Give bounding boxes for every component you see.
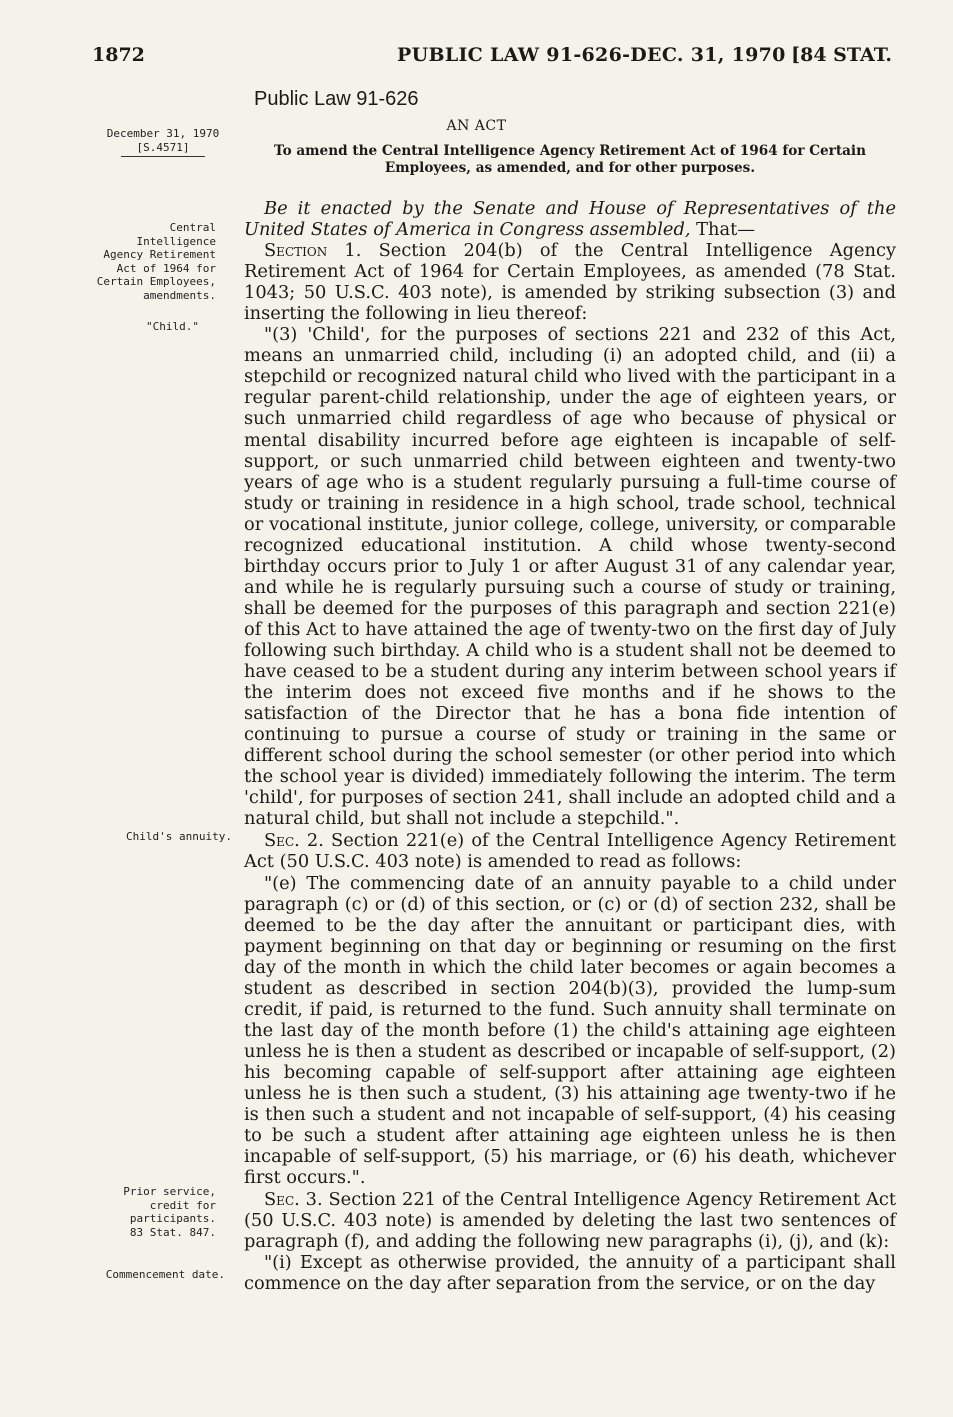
- margin-note-cia-act: Central Intelligence Agency Retirement Act of 1964 for Certain Employees, amendments.: [96, 221, 216, 302]
- page-number: 1872: [92, 44, 145, 66]
- section-3-label: Sec. 3.: [264, 1189, 323, 1211]
- prior-service-stat: 83 Stat. 847.: [129, 1225, 216, 1239]
- commencement-paragraph: "(i) Except as otherwise provided, the annuity of a participant shall commence on the day after separation from the service, or on the day: [244, 1252, 896, 1295]
- section-2: [244, 830, 896, 872]
- margin-note-commencement: Commencement date.: [105, 1268, 225, 1281]
- stat-volume: [84 STAT.: [791, 44, 892, 66]
- law-body: [244, 198, 896, 1294]
- bill-number: [S.4571]: [121, 141, 206, 158]
- margin-note-prior-service: [92, 1185, 216, 1239]
- section-3: [244, 1189, 896, 1252]
- section-1: [244, 240, 896, 324]
- act-purpose: To amend the Central Intelligence Agency Retirement Act of 1964 for Certain Employees, as amended, and for other purposes.: [274, 143, 866, 176]
- law-title: Public Law 91-626: [254, 88, 419, 110]
- margin-note-child: "Child.": [146, 320, 199, 333]
- page-header: [92, 40, 892, 70]
- section-2-label: Sec. 2.: [264, 830, 324, 852]
- section-1-text: Section 204(b) of the Central Intelligence Agency Retirement Act of 1964 for Certain Employees, as amended (78 Stat. 1043; 50 U.S.C. 403 note), is amended by striking subsection (3) and inserting the following in lieu thereof:: [244, 240, 896, 325]
- annuity-paragraph: "(e) The commencing date of an annuity payable to a child under paragraph (c) or (d) of this section, or (c) or (d) of section 232, shall be deemed to be the day after the annuitant or participant dies, with payment beginning on that day or beginning or resuming on the first day of the month in which the child later becomes or again becomes a student as described in section 204(b)(3), provided the lump-sum credit, if paid, is returned to the fund. Such annuity shall terminate on the last day of the month before (1) the child's attaining age eighteen unless he is then a student as described or incapable of self-support, (2) his becoming capable of self-support after attaining age eighteen unless he is then such a student, (3) his attaining age twenty-two if he is then such a student and not incapable of self-support, (4) his ceasing to be such a student after attaining age eighteen unless he is then incapable of self-support, (5) his marriage, or (6) his death, whichever first occurs.".: [244, 872, 896, 1189]
- act-label: AN ACT: [446, 118, 507, 134]
- section-3-text: Section 221 of the Central Intelligence Agency Retirement Act (50 U.S.C. 403 note) is amended by deleting the last two sentences of paragraph (f), and adding the following new paragraphs (i), (j), and (k):: [244, 1189, 896, 1253]
- running-title: PUBLIC LAW 91-626-DEC. 31, 1970: [397, 44, 786, 66]
- child-definition: "(3) 'Child', for the purposes of sections 221 and 232 of this Act, means an unmarried child, including (i) an adopted child, and (ii) a stepchild or recognized natural child who lived with the participant in a regular parent-child relationship, under the age of eighteen years, or such unmarried child regardless of age who because of physical or mental disability incurred before age eighteen is incapable of self-support, or such unmarried child between eighteen and twenty-two years of age who is a student regularly pursuing a full-time course of study or training in residence in a high school, trade school, technical or vocational institute, junior college, college, university, or comparable recognized educational institution. A child whose twenty-second birthday occurs prior to July 1 or after August 31 of any calendar year, and while he is regularly pursuing such a course of study or training, shall be deemed for the purposes of this paragraph and section 221(e) of this Act to have attained the age of twenty-two on the first day of July following such birthday. A child who is a student shall not be deemed to have ceased to be a student during any interim between school years if the interim does not exceed five months and if he shows to the satisfaction of the Director that he has a bona fide intention of continuing to pursue a course of study or training in the same or different school during the school semester (or other period into which the school year is divided) immediately following the interim. The term 'child', for purposes of section 241, shall include an adopted child and a natural child, but shall not include a stepchild.".: [244, 324, 896, 830]
- enacting-that: That—: [690, 219, 755, 241]
- section-1-label: Section 1.: [264, 240, 362, 262]
- enacting-clause: [244, 198, 896, 240]
- margin-note-date: [94, 127, 232, 157]
- enacting-clause-text: Be it enacted by the Senate and House of Representatives of the United States of America in Congress assembled,: [244, 198, 896, 241]
- margin-note-childs-annuity: Child's annuity.: [126, 830, 232, 843]
- prior-service-label: Prior service, credit for participants.: [123, 1185, 216, 1225]
- section-2-text: Section 221(e) of the Central Intelligence Agency Retirement Act (50 U.S.C. 403 note) is amended to read as follows:: [244, 830, 896, 873]
- enactment-date: December 31, 1970: [106, 127, 220, 140]
